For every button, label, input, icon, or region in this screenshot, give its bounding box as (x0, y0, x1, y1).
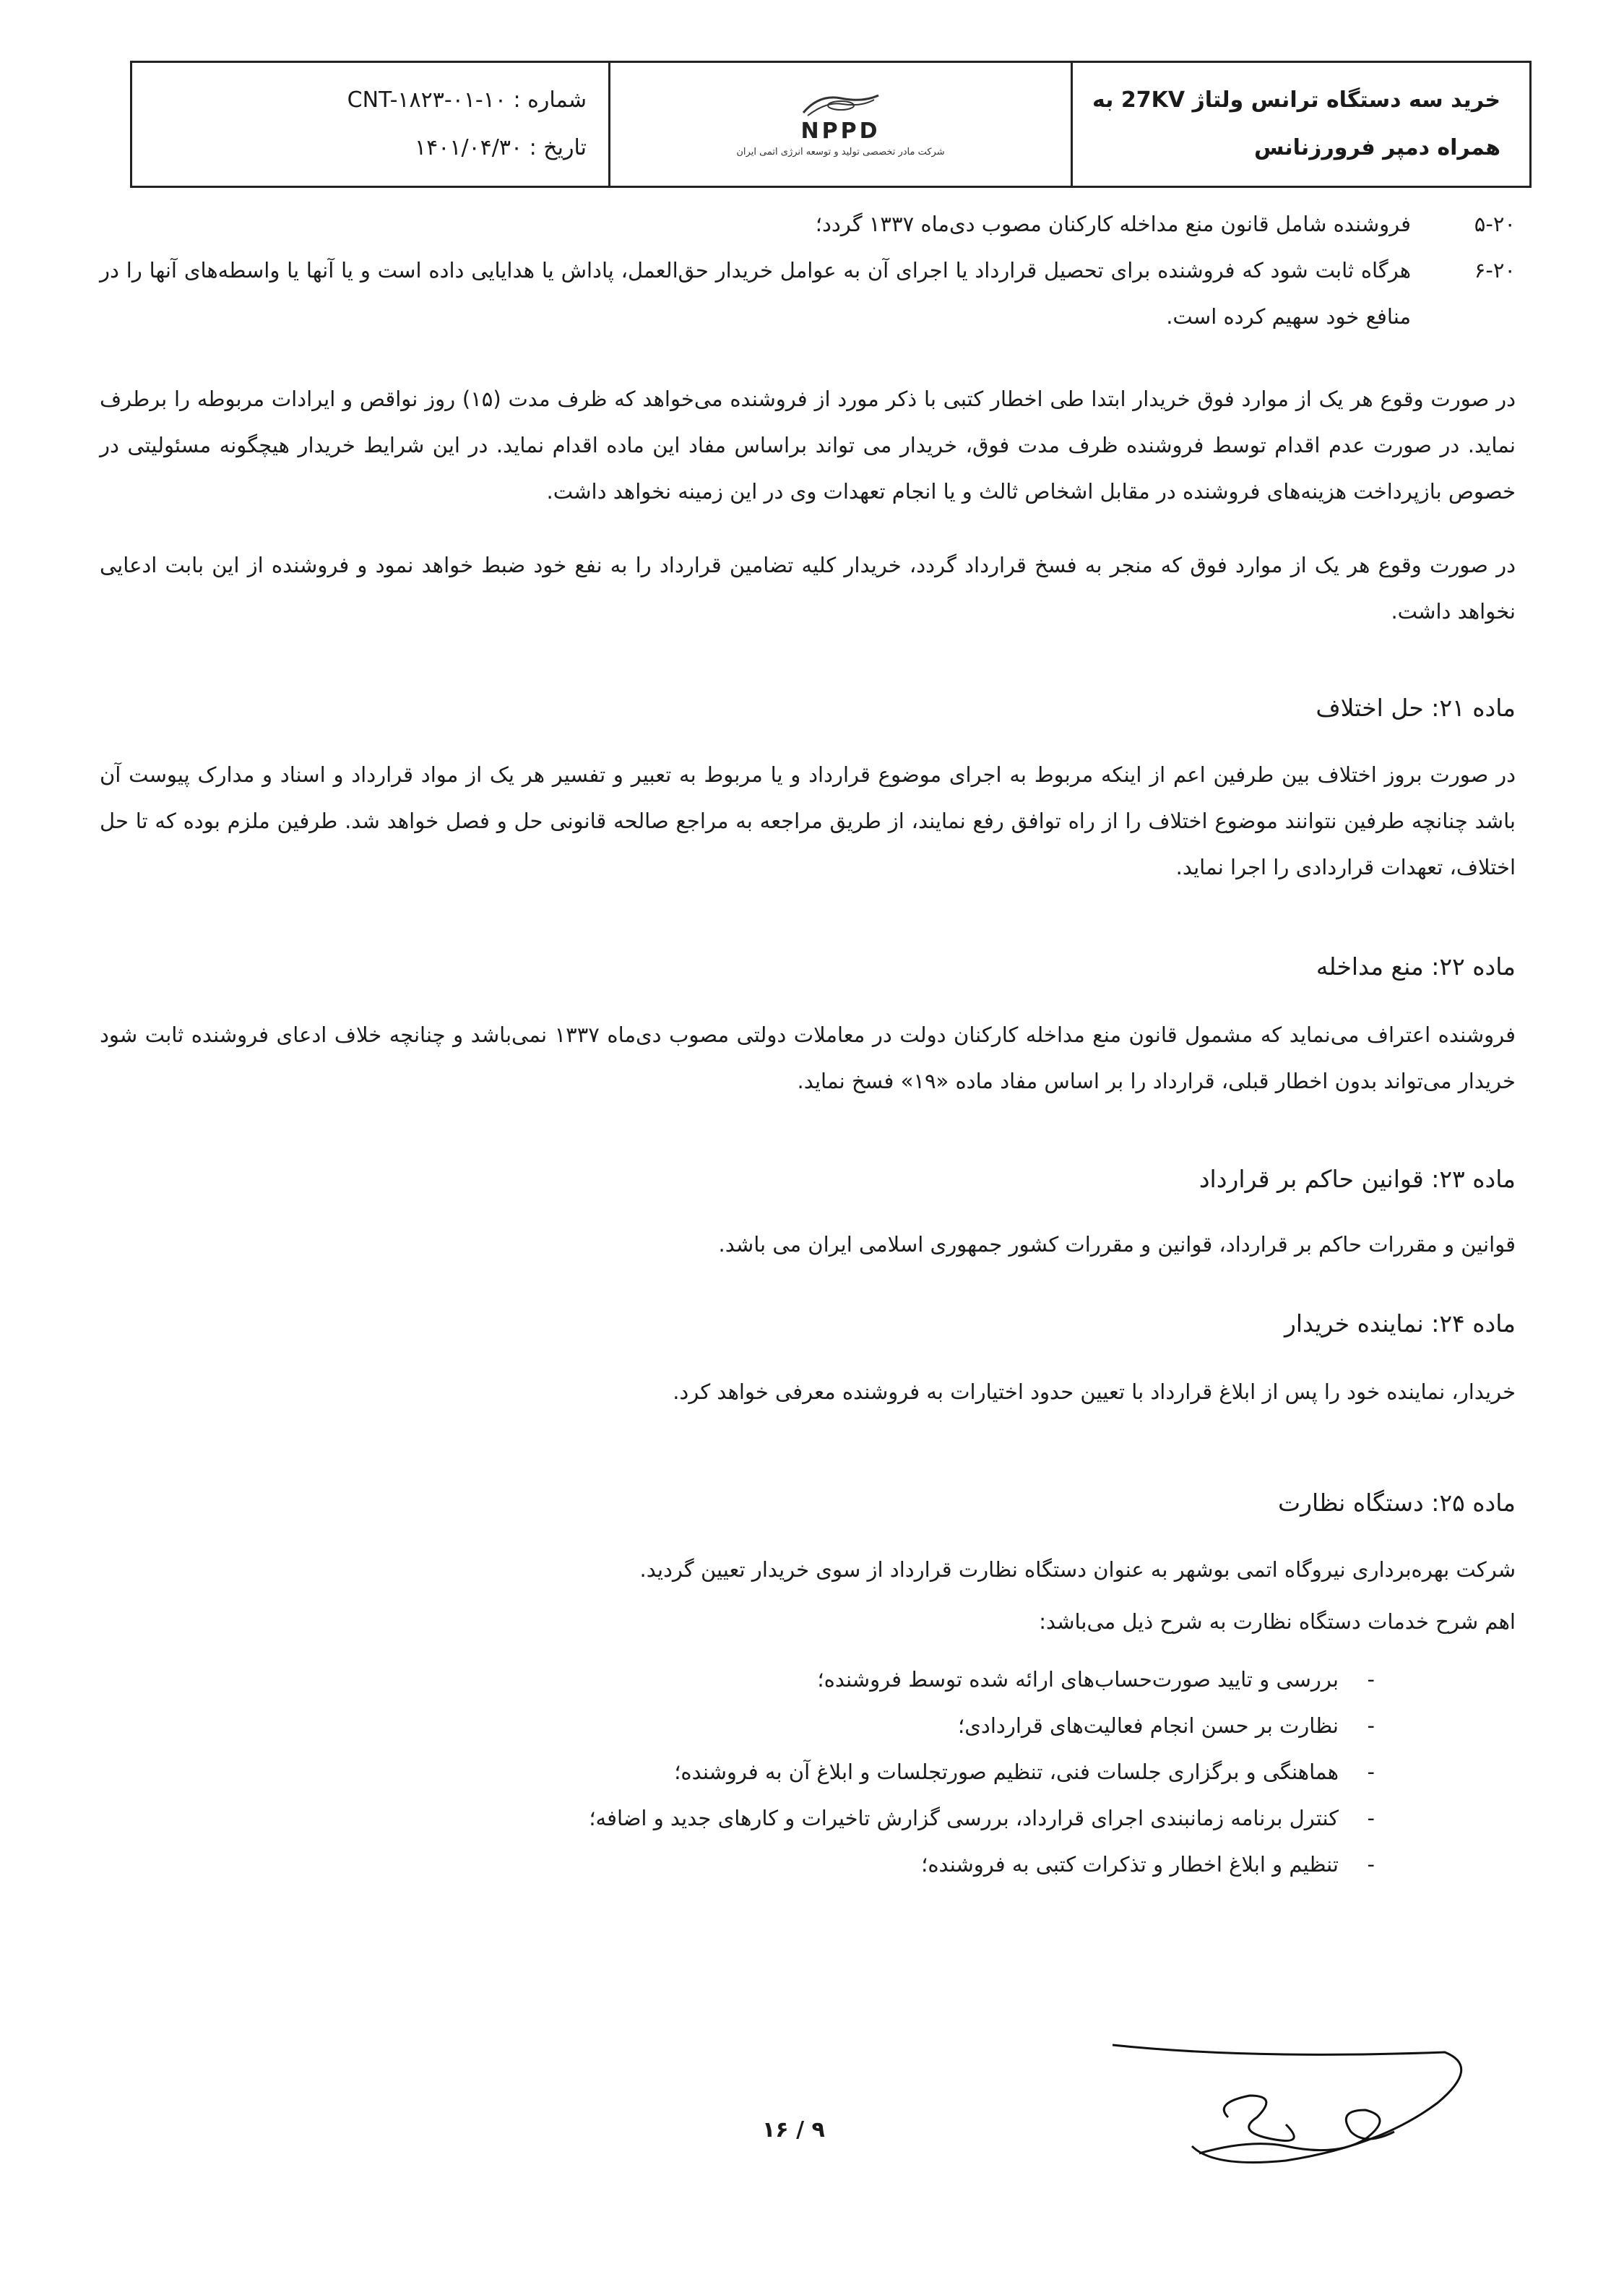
list-item (291, 1656, 1375, 1702)
article-22-heading: ماده ۲۲: منع مداخله (1316, 952, 1516, 981)
contract-date: تاریخ : ۱۴۰۱/۰۴/۳۰ (415, 135, 587, 160)
article-25-heading: ماده ۲۵: دستگاه نظارت (1278, 1489, 1516, 1517)
article-25-text-1: شرکت بهره‌برداری نیروگاه اتمی بوشهر به عنوان دستگاه نظارت قرارداد از سوی خریدار تعیین گردید. (639, 1557, 1516, 1582)
list-item-text: بررسی و تایید صورت‌حساب‌های ارائه شده توسط فروشنده؛ (817, 1667, 1339, 1692)
document-header (130, 61, 1532, 188)
bullet-dash: - (1367, 1806, 1375, 1830)
clause-number: ۶-۲۰ (1474, 258, 1516, 283)
signature-icon (1105, 2038, 1481, 2182)
header-logo-cell (608, 63, 1071, 186)
article-25-text-2: اهم شرح خدمات دستگاه نظارت به شرح ذیل می‌باشد: (1039, 1609, 1516, 1634)
list-item-text: کنترل برنامه زمانبندی اجرای قرارداد، بررسی گزارش تاخیرات و کارهای جدید و اضافه؛ (589, 1806, 1339, 1830)
list-item-text: نظارت بر حسن انجام فعالیت‌های قراردادی؛ (958, 1713, 1339, 1738)
clause-20-6 (100, 247, 1516, 340)
clause-list (100, 201, 1516, 340)
list-item (291, 1795, 1375, 1841)
contract-number: شماره : CNT-۱۸۲۳-۰۱-۱۰ (347, 87, 587, 113)
paragraph-1: در صورت وقوع هر یک از موارد فوق خریدار ابتدا طی اخطار کتبی با ذکر مورد از فروشنده می‌خواهد که ظرف مدت (۱۵) روز نواقص و ایرادات مربوطه را برطرف نماید. در صورت عدم اقدام توسط فروشنده ظرف مدت فوق، خریدار می تواند براساس مفاد این ماده اقدام نماید. در این شرایط خریدار هیچگونه مسئولیتی در خصوص بازپرداخت هزینه‌های فروشنده در مقابل اشخاص ثالث و یا انجام تعهدات وی در این زمینه نخواهد داشت. (100, 387, 1516, 504)
header-title-line1: خرید سه دستگاه ترانس ولتاژ 27KV به (1092, 87, 1500, 113)
list-item-text: هماهنگی و برگزاری جلسات فنی، تنظیم صورتجلسات و ابلاغ آن به فروشنده؛ (674, 1760, 1339, 1784)
header-title-line2: همراه دمپر فرورزنانس (1253, 135, 1500, 160)
bullet-dash: - (1367, 1760, 1375, 1784)
article-24-heading: ماده ۲۴: نماینده خریدار (1284, 1309, 1516, 1338)
list-item-text: تنظیم و ابلاغ اخطار و تذکرات کتبی به فروشنده؛ (921, 1852, 1339, 1877)
article-24-text: خریدار، نماینده خود را پس از ابلاغ قرارداد با تعیین حدود اختیارات به فروشنده معرفی خواهد کرد. (673, 1379, 1516, 1404)
clause-number: ۵-۲۰ (1474, 212, 1516, 236)
article-21-heading: ماده ۲۱: حل اختلاف (1316, 694, 1516, 722)
bullet-dash: - (1367, 1852, 1375, 1877)
list-item (291, 1841, 1375, 1887)
bullet-dash: - (1367, 1713, 1375, 1738)
logo-text: NPPD (800, 119, 881, 144)
page-number: ۹ / ۱۶ (762, 2117, 825, 2143)
article-21-text: در صورت بروز اختلاف بین طرفین اعم از اینکه مربوط به اجرای موضوع قرارداد و یا مربوط به تعبیر و تفسیر هر یک از مواد قرارداد و اسناد و مدارک پیوست آن باشد چنانچه طرفین نتوانند موضوع اختلاف را از راه توافق رفع نمایند، از طریق مراجعه به مراجع صالحه قانونی حل و فصل خواهد شد. طرفین ملزم بوده که تا حل اختلاف، تعهدات قراردادی را اجرا نماید. (100, 762, 1516, 879)
paragraph-2: در صورت وقوع هر یک از موارد فوق که منجر به فسخ قرارداد گردد، خریدار کلیه تضامین قرارداد را به نفع خود ضبط خواهد نمود و فروشنده از این بابت ادعایی نخواهد داشت. (100, 553, 1516, 624)
list-item (291, 1749, 1375, 1795)
header-title-cell (1071, 63, 1529, 186)
nppd-logo (736, 91, 944, 158)
article-23-heading: ماده ۲۳: قوانین حاکم بر قرارداد (1198, 1165, 1516, 1193)
bullet-dash: - (1367, 1667, 1375, 1692)
article-22-text: فروشنده اعتراف می‌نماید که مشمول قانون منع مداخله کارکنان دولت در معاملات دولتی مصوب دی‌ماه ۱۳۳۷ نمی‌باشد و چنانچه خلاف ادعای فروشنده ثابت شود خریدار می‌تواند بدون اخطار قبلی، قرارداد را بر اساس مفاد ماده «۱۹» فسخ نماید. (100, 1022, 1516, 1093)
clause-text: هرگاه ثابت شود که فروشنده برای تحصیل قرارداد یا اجرای آن به عوامل خریدار حق‌العمل، پاداش یا هدایایی داده است و یا آنها یا واسطه‌های آنها را در منافع خود سهیم کرده است. (100, 258, 1411, 329)
clause-text: فروشنده شامل قانون منع مداخله کارکنان مصوب دی‌ماه ۱۳۳۷ گردد؛ (815, 212, 1411, 236)
supervision-services-list (291, 1656, 1375, 1887)
article-23-text: قوانین و مقررات حاکم بر قرارداد، قوانین و مقررات کشور جمهوری اسلامی ایران می باشد. (718, 1232, 1516, 1257)
header-meta-cell (132, 63, 608, 186)
clause-20-5 (100, 201, 1516, 247)
list-item (291, 1702, 1375, 1749)
logo-subtext: شرکت مادر تخصصی تولید و توسعه انرژی اتمی ایران (736, 147, 945, 158)
